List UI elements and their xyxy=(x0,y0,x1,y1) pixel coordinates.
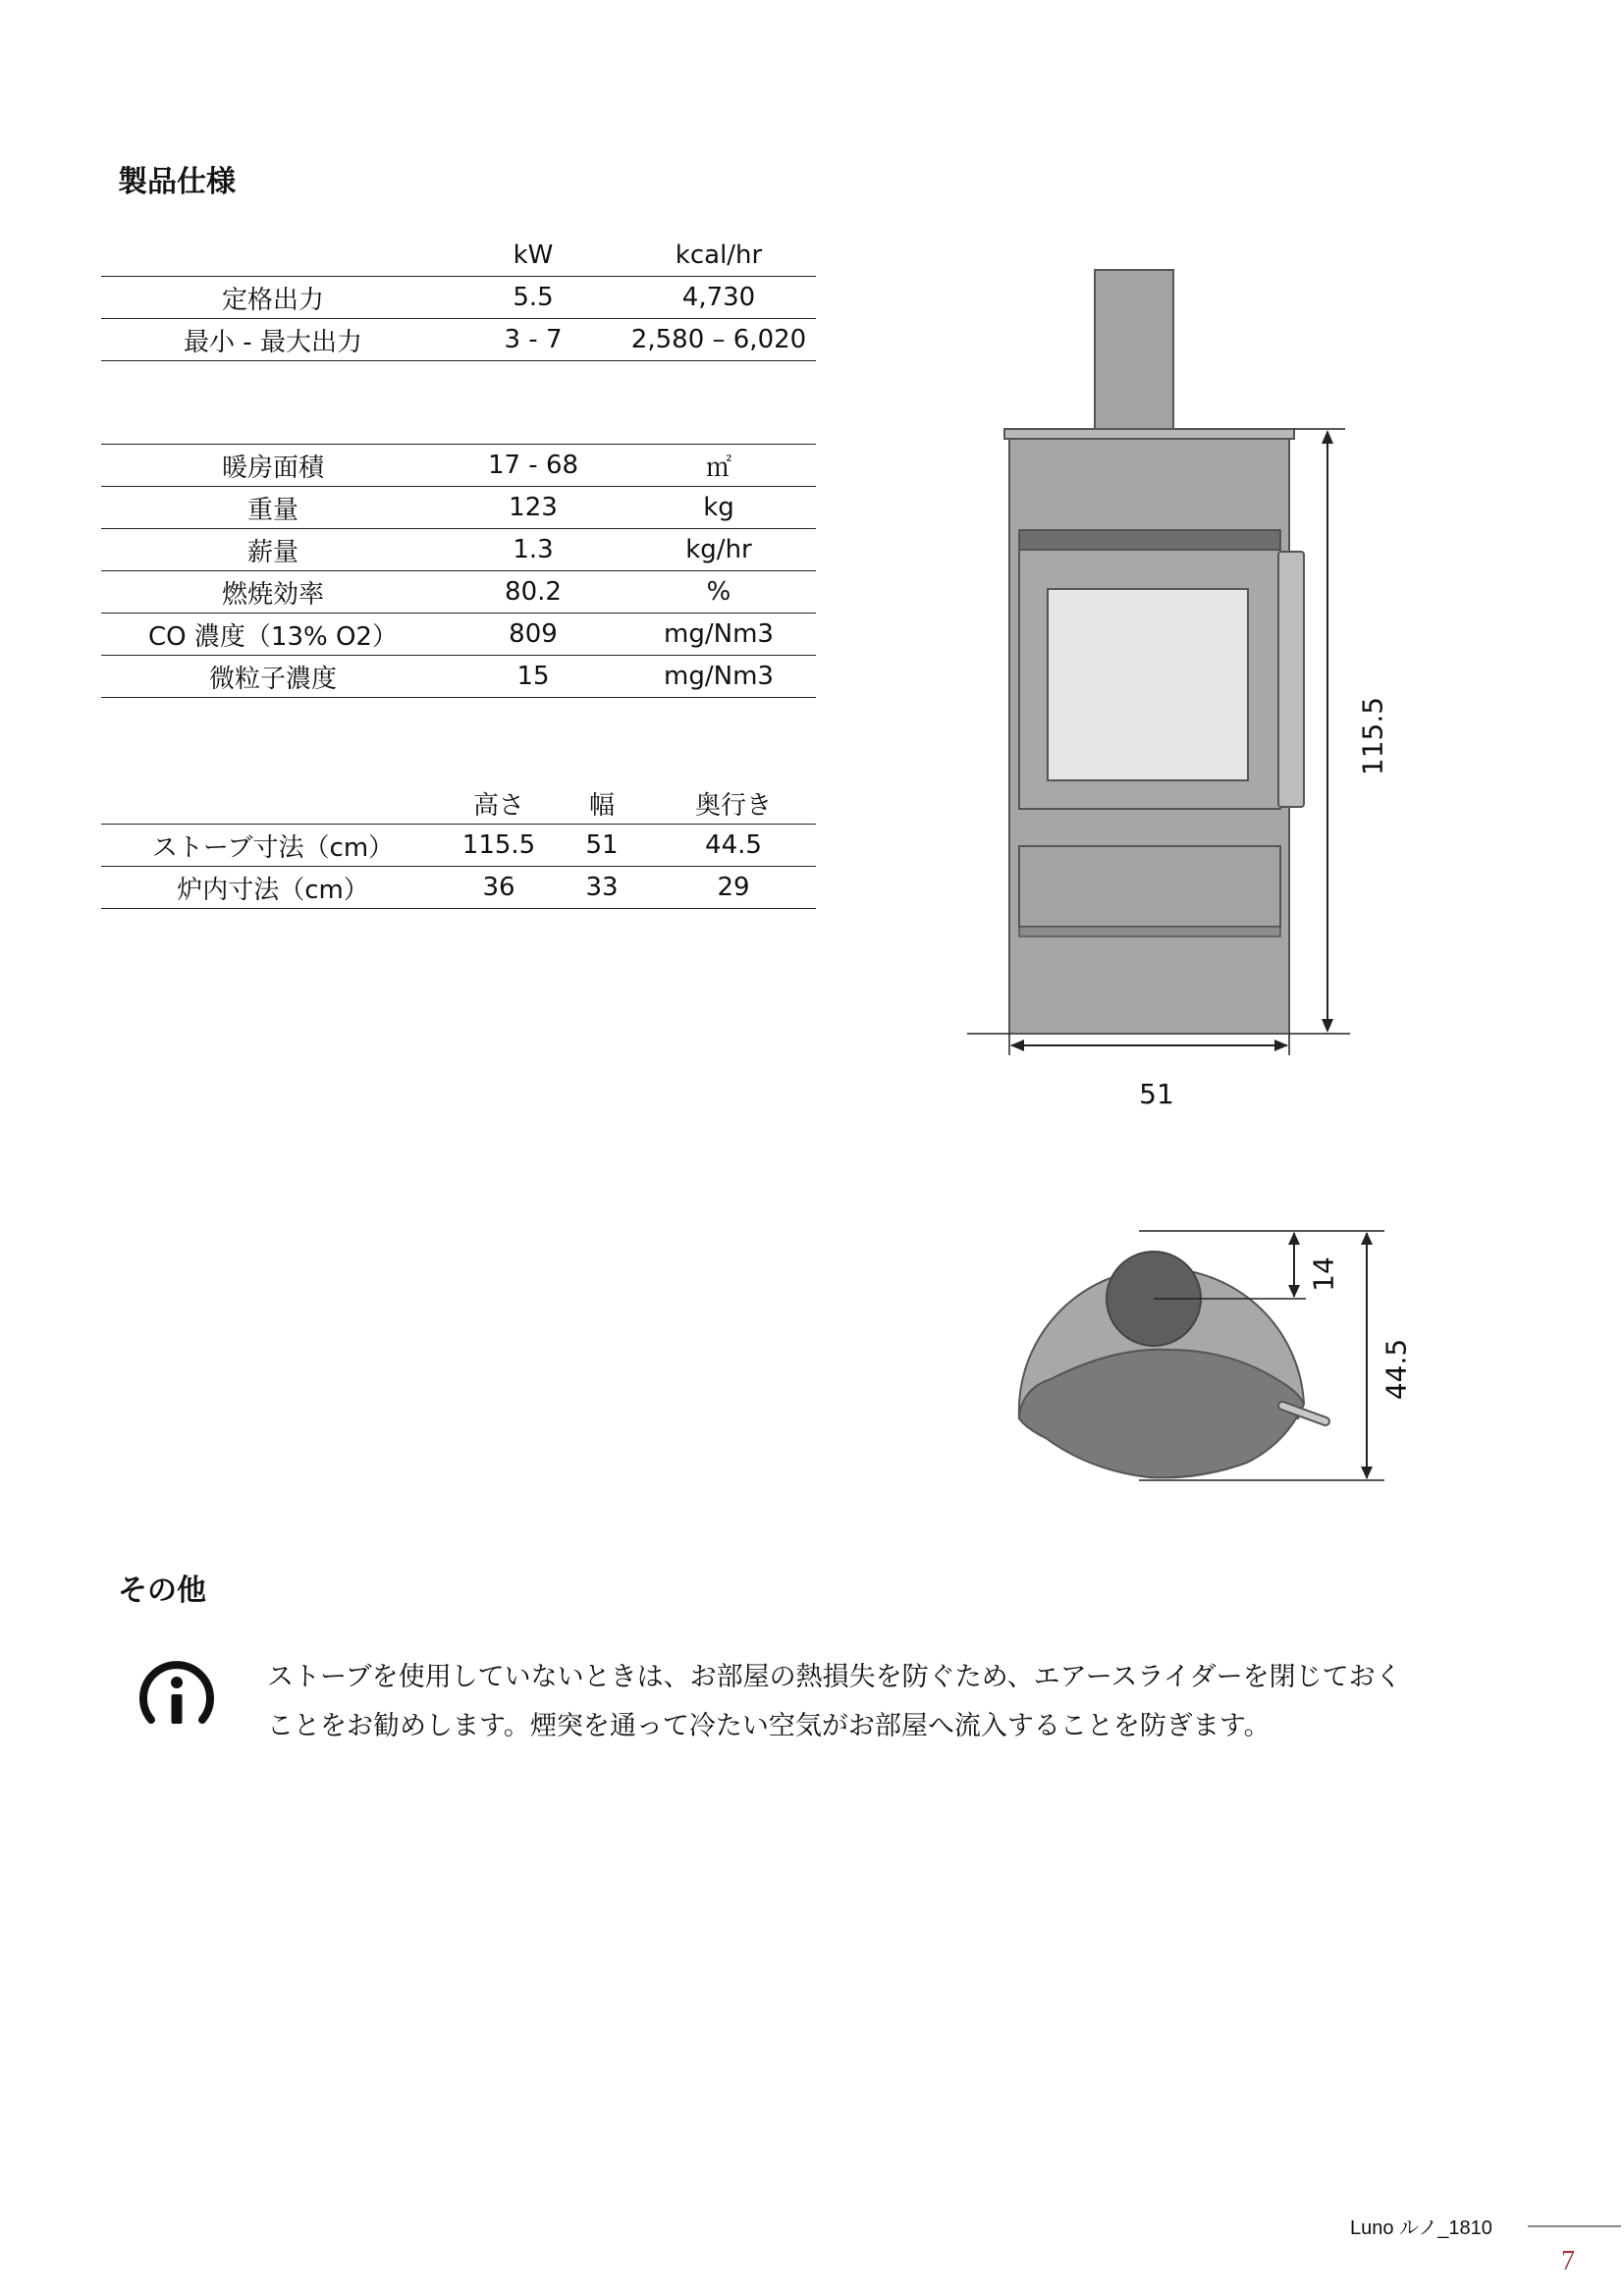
table-cell: 2,580 – 6,020 xyxy=(622,319,816,361)
section-title-spec: 製品仕様 xyxy=(118,165,236,199)
table-cell: 3 - 7 xyxy=(445,319,622,361)
top-plate xyxy=(1004,429,1294,439)
table-cell: ストーブ寸法（cm） xyxy=(101,825,445,867)
table-header-row xyxy=(101,782,816,825)
ash-drawer xyxy=(1019,846,1280,927)
table-cell: 4,730 xyxy=(622,277,816,319)
table-cell: 809 xyxy=(445,614,622,656)
note-line: ストーブを使用していないときは、お部屋の熱損失を防ぐため、エアースライダーを閉じておく xyxy=(267,1662,1402,1692)
table-cell: 44.5 xyxy=(651,825,816,867)
depth-label: 44.5 xyxy=(1380,1338,1413,1401)
table-cell: 115.5 xyxy=(445,825,553,867)
table-cell: 15 xyxy=(445,656,622,698)
table-cell: 17 - 68 xyxy=(445,445,622,487)
output-table xyxy=(101,235,816,361)
table-header-cell: kW xyxy=(445,235,622,277)
table-cell: 重量 xyxy=(101,487,445,529)
flue-pipe xyxy=(1095,270,1173,429)
table-cell: % xyxy=(622,571,816,614)
note-text xyxy=(267,1653,1543,1751)
table-cell: 最小 - 最大出力 xyxy=(101,319,445,361)
table-row xyxy=(101,445,816,487)
table-cell: 123 xyxy=(445,487,622,529)
table-cell: 燃焼効率 xyxy=(101,571,445,614)
door-handle xyxy=(1278,552,1304,807)
table-cell: 炉内寸法（cm） xyxy=(101,867,445,909)
info-icon xyxy=(137,1659,216,1737)
table-cell: 33 xyxy=(553,867,651,909)
table-header-cell: kcal/hr xyxy=(622,235,816,277)
table-header-cell: 幅 xyxy=(553,782,651,825)
table-cell: 80.2 xyxy=(445,571,622,614)
section-title-other: その他 xyxy=(118,1574,206,1608)
table-header-cell: 奥行き xyxy=(651,782,816,825)
table-row xyxy=(101,614,816,656)
table-cell: 薪量 xyxy=(101,529,445,571)
table-row xyxy=(101,867,816,909)
table-cell: 1.3 xyxy=(445,529,622,571)
flue-offset-label: 14 xyxy=(1307,1256,1340,1292)
table-row xyxy=(101,277,816,319)
table-cell: mg/Nm3 xyxy=(622,656,816,698)
table-cell: 暖房面積 xyxy=(101,445,445,487)
table-cell: kg/hr xyxy=(622,529,816,571)
height-label: 115.5 xyxy=(1356,696,1389,776)
performance-table xyxy=(101,444,816,698)
table-header-cell: 高さ xyxy=(445,782,553,825)
table-cell: 5.5 xyxy=(445,277,622,319)
page-number: 7 xyxy=(1561,2246,1575,2276)
table-header-cell xyxy=(101,782,445,825)
table-cell: 定格出力 xyxy=(101,277,445,319)
dimensions-table xyxy=(101,782,816,909)
drawer-base xyxy=(1019,927,1280,936)
table-cell: 36 xyxy=(445,867,553,909)
table-cell: 微粒子濃度 xyxy=(101,656,445,698)
table-cell: 51 xyxy=(553,825,651,867)
footer-doc-id: Luno ルノ_1810 xyxy=(1350,2217,1492,2239)
table-row xyxy=(101,487,816,529)
table-cell: CO 濃度（13% O2） xyxy=(101,614,445,656)
table-row xyxy=(101,656,816,698)
table-row xyxy=(101,529,816,571)
table-cell: ㎡ xyxy=(622,445,816,487)
table-row xyxy=(101,571,816,614)
table-cell: 29 xyxy=(651,867,816,909)
note-line: ことをお勧めします。煙突を通って冷たい空気がお部屋へ流入することを防ぎます。 xyxy=(267,1711,1271,1741)
footer-rule xyxy=(1528,2225,1621,2227)
width-label: 51 xyxy=(1139,1078,1174,1110)
table-header-row xyxy=(101,235,816,277)
table-cell: kg xyxy=(622,487,816,529)
door-glass xyxy=(1048,589,1248,780)
table-header-cell xyxy=(101,235,445,277)
door-top-band xyxy=(1019,530,1280,550)
table-cell: mg/Nm3 xyxy=(622,614,816,656)
table-row xyxy=(101,825,816,867)
stove-front-drawing xyxy=(943,255,1404,1139)
table-row xyxy=(101,319,816,361)
